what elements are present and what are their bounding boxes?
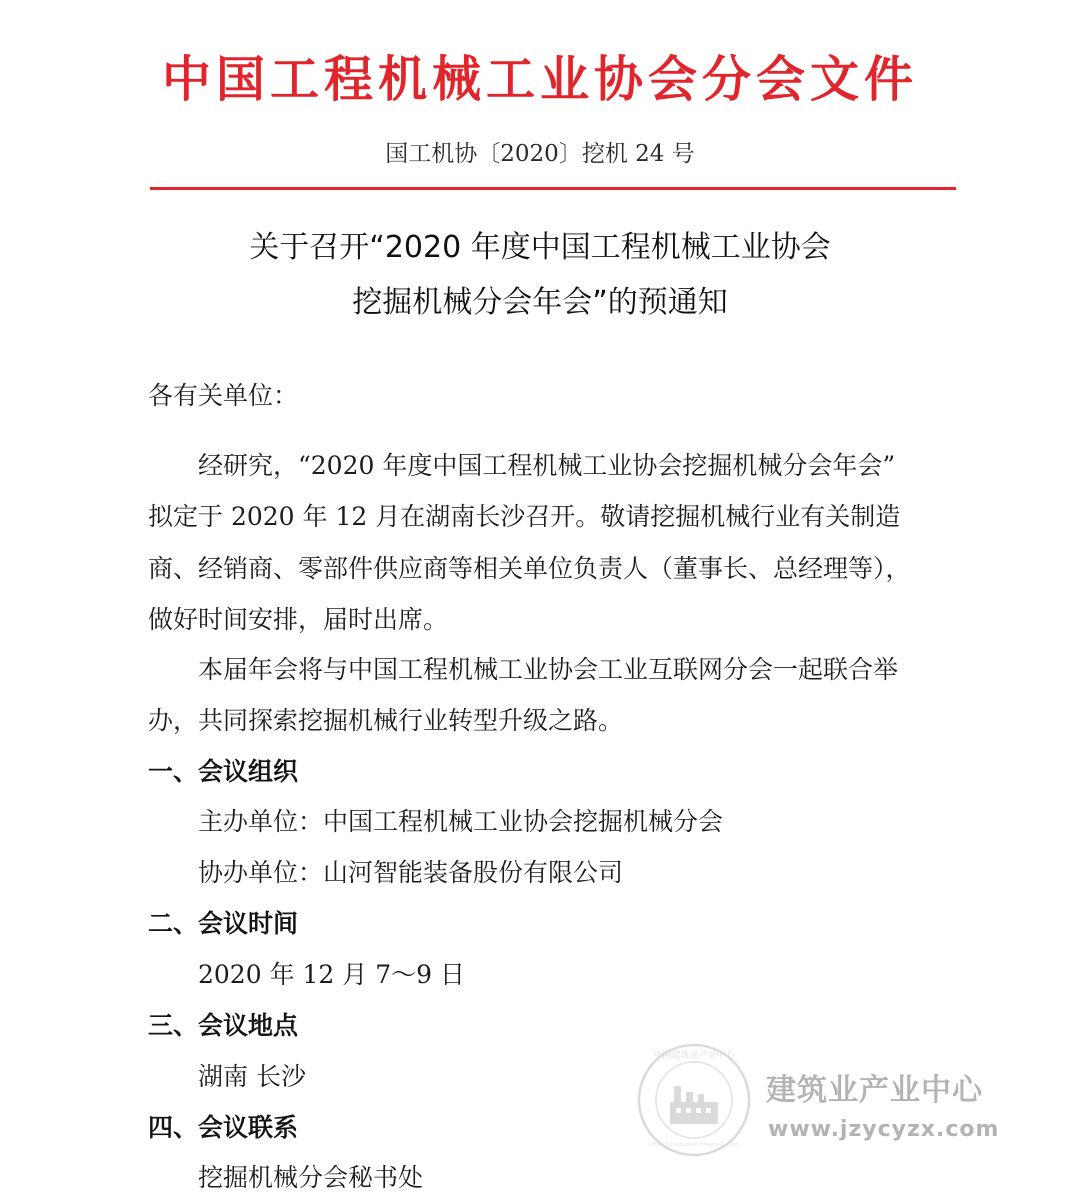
header-title: 中国工程机械工业协会分会文件 (161, 51, 918, 108)
section-contact-heading: 四、会议联系 (148, 1113, 299, 1142)
salutation: 各有关单位： (148, 381, 299, 410)
watermark-seal-icon (636, 1042, 752, 1158)
meeting-date: 2020 年 12 月 7～9 日 (198, 960, 465, 989)
paragraph-1-line-4: 做好时间安排，届时出席。 (148, 605, 449, 634)
section-location-heading: 三、会议地点 (148, 1011, 299, 1040)
paragraph-2-line-2: 办，共同探索挖掘机械行业转型升级之路。 (148, 706, 624, 735)
contact-office: 挖掘机械分会秘书处 (198, 1163, 424, 1192)
paragraph-2-line-1: 本届年会将与中国工程机械工业协会工业互联网分会一起联合举 (198, 655, 899, 684)
host-unit: 主办单位：中国工程机械工业协会挖掘机械分会 (198, 807, 724, 836)
watermark-name: 建筑业产业中心 (766, 1073, 983, 1108)
svg-text:China Construction Industry Ce: China Construction Industry Center (649, 1142, 739, 1148)
notice-title-line-1: 关于召开“2020 年度中国工程机械工业协会 (249, 230, 831, 265)
meeting-location: 湖南 长沙 (198, 1062, 306, 1091)
paragraph-1-line-2: 拟定于 2020 年 12 月在湖南长沙召开。敬请挖掘机械行业有关制造 (148, 502, 901, 531)
section-organization-heading: 一、会议组织 (148, 757, 299, 786)
section-time-heading: 二、会议时间 (148, 909, 299, 938)
co-host-unit: 协办单位：山河智能装备股份有限公司 (198, 858, 624, 887)
document-number: 国工机协〔2020〕挖机 24 号 (385, 141, 695, 167)
watermark-url: www.jzycyzx.com (768, 1117, 1000, 1142)
svg-text:中国建筑业产业中心: 中国建筑业产业中心 (653, 1051, 735, 1061)
red-divider (150, 187, 956, 190)
notice-title-line-2: 挖掘机械分会年会”的预通知 (352, 285, 728, 320)
paragraph-1-line-1: 经研究，“2020 年度中国工程机械工业协会挖掘机械分会年会” (198, 451, 896, 480)
paragraph-1-line-3: 商、经销商、零部件供应商等相关单位负责人（董事长、总经理等）， (148, 554, 911, 583)
